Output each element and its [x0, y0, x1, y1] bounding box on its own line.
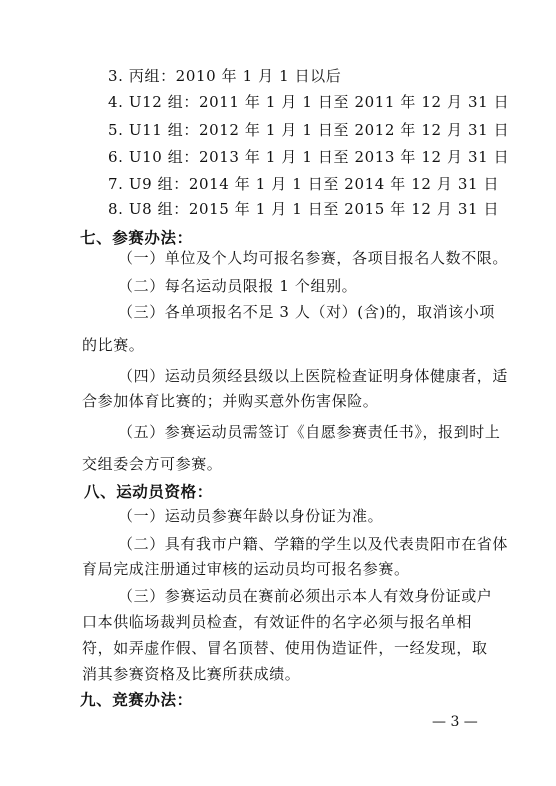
- paragraph-line: （三）各单项报名不足 3 人（对）(含)的，取消该小项: [118, 303, 495, 321]
- age-group-item: 6. U10 组：2013 年 1 月 1 日至 2013 年 12 月 31 日: [108, 148, 510, 166]
- age-group-item: 3. 丙组：2010 年 1 月 1 日以后: [108, 67, 342, 85]
- age-group-item: 7. U9 组：2014 年 1 月 1 日至 2014 年 12 月 31 日: [108, 175, 500, 193]
- paragraph-line: 符，如弄虚作假、冒名顶替、使用伪造证件，一经发现，取: [82, 639, 488, 657]
- paragraph-line: 口本供临场裁判员检查，有效证件的名字必须与报名单相: [82, 613, 473, 631]
- paragraph-line: （三）参赛运动员在赛前必须出示本人有效身份证或户: [118, 587, 493, 605]
- age-group-item: 4. U12 组：2011 年 1 月 1 日至 2011 年 12 月 31 日: [108, 93, 510, 111]
- paragraph-line: 消其参赛资格及比赛所获成绩。: [82, 665, 301, 683]
- section-heading-eligibility: 八、运动员资格：: [84, 482, 213, 501]
- paragraph-line: 的比赛。: [82, 336, 145, 354]
- paragraph-line: （一）运动员参赛年龄以身份证为准。: [118, 507, 384, 525]
- page-number: — 3 —: [432, 714, 478, 730]
- section-heading-participation: 七、参赛办法：: [80, 228, 193, 247]
- paragraph-line: 合参加体育比赛的；并购买意外伤害保险。: [82, 392, 379, 410]
- paragraph-line: （二）具有我市户籍、学籍的学生以及代表贵阳市在省体: [118, 535, 509, 553]
- paragraph-line: 交组委会方可参赛。: [82, 455, 223, 473]
- section-heading-competition: 九、竞赛办法：: [80, 690, 193, 709]
- age-group-item: 5. U11 组：2012 年 1 月 1 日至 2012 年 12 月 31 日: [108, 121, 510, 139]
- paragraph-line: 育局完成注册通过审核的运动员均可报名参赛。: [82, 560, 410, 578]
- paragraph-line: （一）单位及个人均可报名参赛，各项目报名人数不限。: [118, 249, 509, 267]
- paragraph-line: （二）每名运动员限报 1 个组别。: [118, 277, 358, 295]
- paragraph-line: （四）运动员须经县级以上医院检查证明身体健康者，适: [118, 367, 509, 385]
- age-group-item: 8. U8 组：2015 年 1 月 1 日至 2015 年 12 月 31 日: [108, 200, 500, 218]
- paragraph-line: （五）参赛运动员需签订《自愿参赛责任书》，报到时上: [118, 423, 501, 441]
